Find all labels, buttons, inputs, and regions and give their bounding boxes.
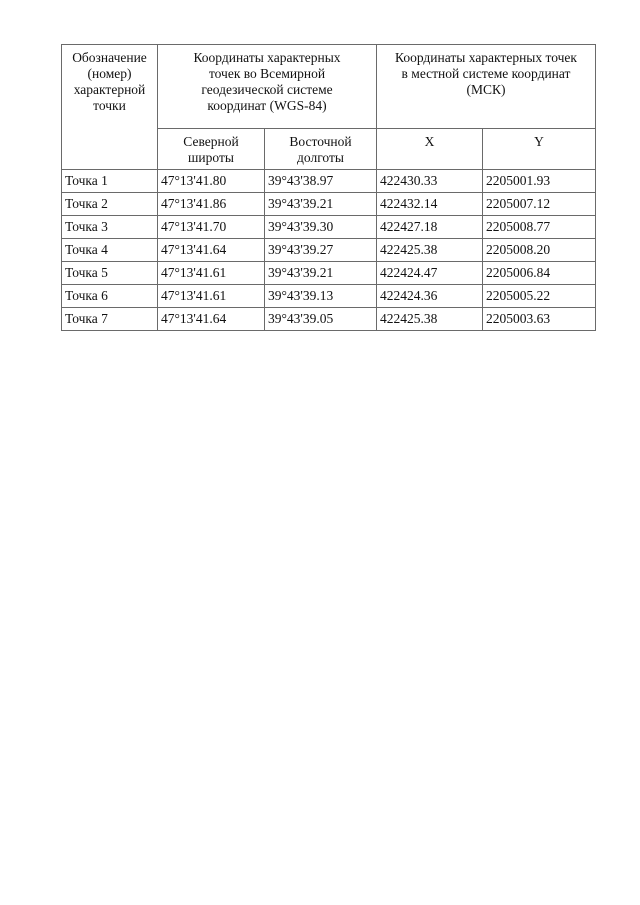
header-msk-group: Координаты характерных точек в местной системе координат (МСК)	[377, 45, 596, 129]
point-cell: Точка 5	[62, 262, 158, 285]
table-row	[62, 285, 596, 308]
y-cell: 2205008.77	[483, 216, 596, 239]
x-cell: 422424.36	[377, 285, 483, 308]
latitude-cell: 47°13'41.80	[158, 170, 265, 193]
point-cell: Точка 4	[62, 239, 158, 262]
y-cell: 2205006.84	[483, 262, 596, 285]
header-wgs84-group: Координаты характерных точек во Всемирной геодезической системе координат (WGS-84)	[158, 45, 377, 129]
table-row	[62, 170, 596, 193]
y-cell: 2205001.93	[483, 170, 596, 193]
y-cell: 2205005.22	[483, 285, 596, 308]
longitude-cell: 39°43'39.21	[265, 262, 377, 285]
table-row	[62, 216, 596, 239]
longitude-cell: 39°43'39.27	[265, 239, 377, 262]
longitude-cell: 39°43'39.30	[265, 216, 377, 239]
latitude-cell: 47°13'41.61	[158, 285, 265, 308]
x-cell: 422425.38	[377, 308, 483, 331]
coordinates-table	[61, 44, 596, 331]
point-cell: Точка 1	[62, 170, 158, 193]
table-body	[62, 170, 596, 331]
table-row	[62, 308, 596, 331]
header-point-designation: Обозначение (номер) характерной точки	[62, 45, 158, 170]
table-row	[62, 193, 596, 216]
x-cell: 422427.18	[377, 216, 483, 239]
table-row	[62, 262, 596, 285]
latitude-cell: 47°13'41.61	[158, 262, 265, 285]
header-east-longitude: Восточной долготы	[265, 129, 377, 170]
x-cell: 422424.47	[377, 262, 483, 285]
x-cell: 422432.14	[377, 193, 483, 216]
latitude-cell: 47°13'41.64	[158, 239, 265, 262]
longitude-cell: 39°43'39.13	[265, 285, 377, 308]
longitude-cell: 39°43'39.05	[265, 308, 377, 331]
point-cell: Точка 7	[62, 308, 158, 331]
header-x: X	[377, 129, 483, 170]
y-cell: 2205008.20	[483, 239, 596, 262]
table-row	[62, 239, 596, 262]
latitude-cell: 47°13'41.86	[158, 193, 265, 216]
header-y: Y	[483, 129, 596, 170]
table-header-row	[62, 45, 596, 129]
header-north-latitude: Северной широты	[158, 129, 265, 170]
x-cell: 422425.38	[377, 239, 483, 262]
longitude-cell: 39°43'39.21	[265, 193, 377, 216]
y-cell: 2205007.12	[483, 193, 596, 216]
point-cell: Точка 3	[62, 216, 158, 239]
y-cell: 2205003.63	[483, 308, 596, 331]
point-cell: Точка 2	[62, 193, 158, 216]
latitude-cell: 47°13'41.70	[158, 216, 265, 239]
point-cell: Точка 6	[62, 285, 158, 308]
latitude-cell: 47°13'41.64	[158, 308, 265, 331]
x-cell: 422430.33	[377, 170, 483, 193]
longitude-cell: 39°43'38.97	[265, 170, 377, 193]
